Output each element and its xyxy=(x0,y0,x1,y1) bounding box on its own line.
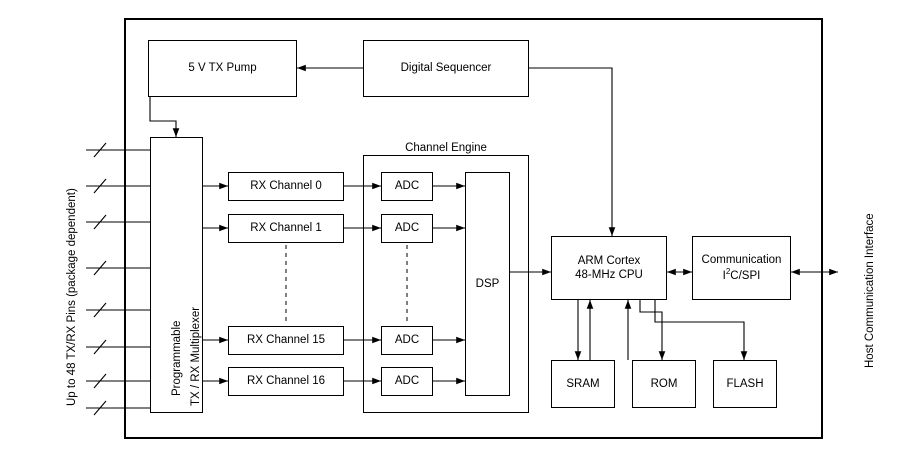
block-rom-label: ROM xyxy=(650,377,678,390)
block-rx-channel-15-label: RX Channel 15 xyxy=(247,334,325,347)
block-adc-16[interactable] xyxy=(381,367,433,396)
block-digital-sequencer-label: Digital Sequencer xyxy=(400,62,492,75)
block-cpu[interactable] xyxy=(551,236,667,300)
block-digital-sequencer[interactable] xyxy=(363,40,529,97)
block-rx-channel-16[interactable] xyxy=(228,367,344,396)
block-cpu-label-line2: 48-MHz CPU xyxy=(575,269,643,281)
block-adc-15[interactable] xyxy=(381,326,433,355)
block-adc-16-label: ADC xyxy=(394,375,420,388)
block-adc-0[interactable] xyxy=(381,172,433,201)
host-interface-label: Host Communication Interface xyxy=(864,213,876,368)
block-rx-channel-0-label: RX Channel 0 xyxy=(250,180,322,193)
block-sram[interactable] xyxy=(551,360,615,408)
block-rx-channel-1-label: RX Channel 1 xyxy=(250,222,322,235)
block-sram-label: SRAM xyxy=(566,377,600,390)
block-tx-pump[interactable] xyxy=(148,40,297,97)
block-rom[interactable] xyxy=(632,360,696,408)
block-multiplexer[interactable] xyxy=(150,137,203,413)
block-rx-channel-16-label: RX Channel 16 xyxy=(247,375,325,388)
block-adc-0-label: ADC xyxy=(394,180,420,193)
block-rx-channel-15[interactable] xyxy=(228,326,344,355)
block-adc-15-label: ADC xyxy=(394,334,420,347)
block-communication-label-line1: Communication xyxy=(701,253,782,266)
left-pins-label: Up to 48 TX/RX Pins (package dependent) xyxy=(66,188,78,406)
comm-i2c-prefix: I xyxy=(722,269,726,282)
block-flash[interactable] xyxy=(713,360,777,408)
block-adc-1-label: ADC xyxy=(394,222,420,235)
comm-i2c-superscript: 2 xyxy=(725,267,731,277)
block-dsp-label: DSP xyxy=(475,277,500,290)
block-communication-label-line2 xyxy=(723,267,761,283)
block-flash-label: FLASH xyxy=(726,377,764,390)
block-communication[interactable] xyxy=(692,236,791,300)
block-multiplexer-label-line1: Programmable xyxy=(171,320,183,396)
block-multiplexer-label-line2: TX / RX Multiplexer xyxy=(190,306,202,406)
block-cpu-label-line1: ARM Cortex xyxy=(577,254,641,267)
block-rx-channel-0[interactable] xyxy=(228,172,344,201)
block-rx-channel-1[interactable] xyxy=(228,214,344,243)
comm-i2c-suffix: C/SPI xyxy=(730,269,761,282)
block-tx-pump-label: 5 V TX Pump xyxy=(188,62,257,75)
block-adc-1[interactable] xyxy=(381,214,433,243)
block-dsp[interactable] xyxy=(465,172,510,396)
channel-engine-label: Channel Engine xyxy=(368,142,524,154)
